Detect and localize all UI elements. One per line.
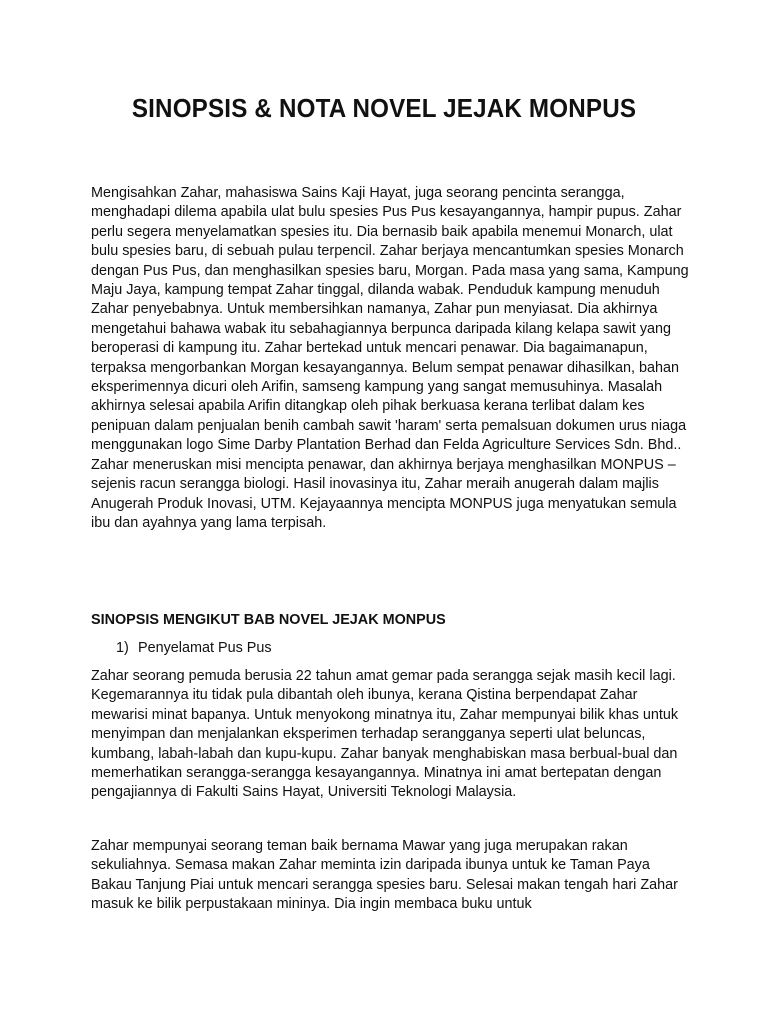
- section-heading: SINOPSIS MENGIKUT BAB NOVEL JEJAK MONPUS: [91, 612, 446, 628]
- synopsis-paragraph: Mengisahkan Zahar, mahasiswa Sains Kaji Hayat, juga seorang pencinta serangga, menghadapi dilema apabila ulat bulu spesies Pus Pus kesayangannya, hampir pupus. Zahar perlu segera menyelamatkan spesies itu. Dia bernasib baik apabila menemui Monarch, ulat bulu spesies baru, di sebuah pulau terpencil. Zahar berjaya mencantumkan spesies Monarch dengan Pus Pus, dan menghasilkan spesies baru, Morgan. Pada masa yang sama, Kampung Maju Jaya, kampung tempat Zahar tinggal, dilanda wabak. Penduduk kampung menuduh Zahar penyebabnya. Untuk membersihkan namanya, Zahar pun menyiasat. Dia akhirnya mengetahui bahawa wabak itu sebahagiannya berpunca daripada kilang kelapa sawit yang beroperasi di kampung itu. Zahar bertekad untuk mencari penawar. Dia bagaimanapun, terpaksa mengorbankan Morgan kesayangannya. Belum sempat penawar dihasilkan, bahan eksperimennya dicuri oleh Arifin, samseng kampung yang sangat memusuhinya. Masalah akhirnya selesai apabila Arifin ditangkap oleh pihak berkuasa kerana terlibat dalam kes penipuan dalam penjualan benih cambah sawit 'haram' serta pemalsuan dokumen urus niaga menggunakan logo Sime Darby Plantation Berhad dan Felda Agriculture Services Sdn. Bhd.. Zahar meneruskan misi mencipta penawar, dan akhirnya berjaya menghasilkan MONPUS – sejenis racun serangga biologi. Hasil inovasinya itu, Zahar meraih anugerah dalam majlis Anugerah Produk Inovasi, UTM. Kejayaannya mencipta MONPUS juga menyatukan semula ibu dan ayahnya yang lama terpisah.: [91, 185, 689, 531]
- chapter-paragraph-2: Zahar mempunyai seorang teman baik bernama Mawar yang juga merupakan rakan sekuliahnya. Semasa makan Zahar meminta izin daripada ibunya untuk ke Taman Paya Bakau Tanjung Piai untuk mencari serangga spesies baru. Selesai makan tengah hari Zahar masuk ke bilik perpustakaan mininya. Dia ingin membaca buku untuk: [91, 838, 678, 913]
- chapter-number: 1): [116, 640, 129, 656]
- chapter-paragraph-1: Zahar seorang pemuda berusia 22 tahun amat gemar pada serangga sejak masih kecil lagi. Kegemarannya itu tidak pula dibantah oleh ibunya, kerana Qistina berpendapat Zahar mewarisi minat bapanya. Untuk menyokong minatnya itu, Zahar mempunyai bilik khas untuk menyimpan dan menjalankan eksperimen terhadap serangganya seperti ulat beluncas, kumbang, labah-labah dan kupu-kupu. Zahar banyak menghabiskan masa berbual-bual dan memerhatikan serangga-serangga kesayangannya. Minatnya ini amat bertepatan dengan pengajiannya di Fakulti Sains Hayat, Universiti Teknologi Malaysia.: [91, 668, 679, 801]
- document-title: SINOPSIS & NOTA NOVEL JEJAK MONPUS: [131, 93, 637, 123]
- chapter-list-item: [116, 640, 272, 656]
- chapter-title: Penyelamat Pus Pus: [138, 640, 272, 656]
